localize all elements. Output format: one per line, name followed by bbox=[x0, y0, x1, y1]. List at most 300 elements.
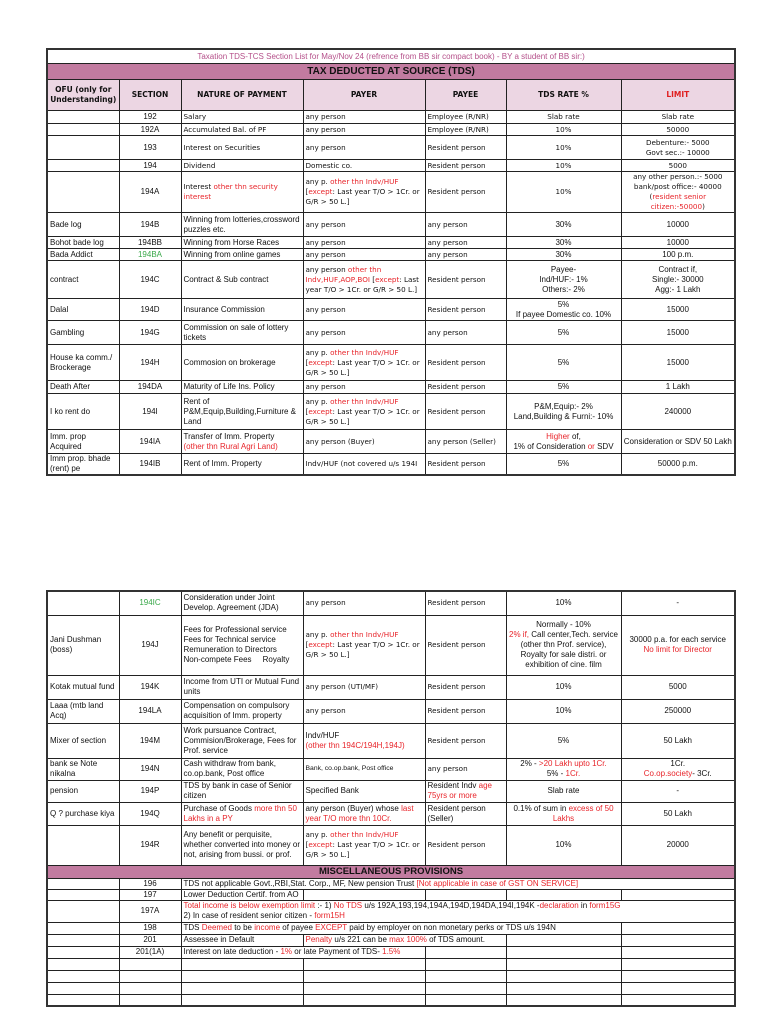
empty-cell bbox=[506, 994, 621, 1006]
table-row bbox=[47, 160, 735, 172]
payer-highlight: other thn Indv/HUF bbox=[330, 830, 399, 839]
ofu-cell bbox=[47, 136, 119, 160]
misc-text: to be bbox=[231, 923, 255, 932]
payer-text: any p. bbox=[305, 177, 331, 186]
nature-cell: Consideration under Joint Develop. Agreement (JDA) bbox=[181, 591, 303, 615]
rate-cell: 10% bbox=[506, 699, 621, 723]
rate-cell: 5% bbox=[506, 454, 621, 476]
payee-cell: Resident person bbox=[425, 136, 506, 160]
section-cell: 194M bbox=[119, 723, 181, 758]
section-cell: 201 bbox=[119, 934, 181, 946]
ofu-cell bbox=[47, 922, 119, 934]
section-cell: 192 bbox=[119, 111, 181, 124]
payer-text: any p. bbox=[305, 630, 331, 639]
nature-cell bbox=[181, 430, 303, 454]
empty-row bbox=[47, 958, 735, 970]
payer-cell bbox=[303, 723, 425, 758]
rate-cell: Slab rate bbox=[506, 111, 621, 124]
nature-cell: Commission on sale of lottery tickets bbox=[181, 321, 303, 345]
limit-cell: 20000 bbox=[621, 825, 735, 865]
limit-line: Single:- 30000 bbox=[652, 274, 704, 284]
rate-line bbox=[509, 759, 619, 769]
nature-highlight: other thn security interest bbox=[183, 182, 278, 201]
empty-cell bbox=[47, 970, 119, 982]
payer-cell: any person bbox=[303, 591, 425, 615]
table-row bbox=[47, 615, 735, 675]
misc-text: of TDS amount. bbox=[426, 935, 486, 944]
ofu-cell: Q ? purchase kiya bbox=[47, 802, 119, 825]
nature-highlight: (other thn Rural Agri Land) bbox=[183, 441, 278, 451]
empty-cell bbox=[425, 994, 506, 1006]
section-cell: 194IC bbox=[119, 591, 181, 615]
limit-cell: 1 Lakh bbox=[621, 381, 735, 394]
empty-cell bbox=[621, 922, 735, 934]
misc-highlight: No TDS bbox=[333, 901, 363, 910]
limit-highlight: resident senior citizen:-50000 bbox=[650, 192, 707, 211]
section-cell: 196 bbox=[119, 878, 181, 889]
payer-highlight: other thn Indv/HUF bbox=[330, 347, 399, 357]
payee-cell: Resident person bbox=[425, 723, 506, 758]
header-section: SECTION bbox=[119, 80, 181, 111]
rate-line bbox=[509, 442, 619, 452]
table-row bbox=[47, 675, 735, 699]
empty-cell bbox=[303, 994, 425, 1006]
empty-cell bbox=[621, 994, 735, 1006]
payer-text: any person (Buyer) whose bbox=[305, 803, 402, 813]
empty-cell bbox=[621, 889, 735, 900]
payee-cell: Resident person bbox=[425, 345, 506, 381]
payer-text: : Last year T/O > 1Cr. or G/R > 50 L.] bbox=[305, 357, 420, 377]
payer-highlight: other thn Indv/HUF bbox=[330, 630, 399, 639]
misc-line bbox=[184, 911, 733, 921]
limit-highlight: No limit for Director bbox=[643, 645, 712, 654]
nature-text: Purchase of Goods bbox=[183, 803, 255, 813]
nature-cell: Interest on Securities bbox=[181, 136, 303, 160]
payer-highlight: except bbox=[308, 406, 333, 416]
nature-cell: Winning from Horse Races bbox=[181, 237, 303, 249]
limit-line bbox=[624, 192, 733, 212]
payer-highlight: except bbox=[308, 840, 333, 849]
section-cell: 192A bbox=[119, 124, 181, 136]
payer-text: [ bbox=[305, 187, 309, 196]
table-row bbox=[47, 249, 735, 261]
payee-cell: Resident person bbox=[425, 381, 506, 394]
limit-line bbox=[624, 769, 733, 779]
table-row bbox=[47, 237, 735, 249]
rate-line: 5% bbox=[557, 299, 570, 309]
section-cell: 194H bbox=[119, 345, 181, 381]
payee-cell: Resident person bbox=[425, 591, 506, 615]
limit-line: Contract if, bbox=[658, 264, 698, 274]
rate-text: 0.1% of sum in bbox=[513, 803, 569, 813]
misc-highlight: max 100% bbox=[389, 935, 427, 944]
payer-highlight: other thn Indv/HUF bbox=[330, 177, 399, 186]
section-cell: 194LA bbox=[119, 699, 181, 723]
nature-cell: Contract & Sub contract bbox=[181, 261, 303, 299]
payer-cell: any person (Buyer) bbox=[303, 430, 425, 454]
ofu-cell: Laaa (mtb land Acq) bbox=[47, 699, 119, 723]
limit-cell: 50000 bbox=[621, 124, 735, 136]
nature-cell: Cash withdraw from bank, co.op.bank, Post office bbox=[181, 758, 303, 780]
payee-cell: Resident person bbox=[425, 261, 506, 299]
payer-cell: any person bbox=[303, 381, 425, 394]
misc-text: of payee bbox=[280, 923, 316, 932]
rate-line: P&M,Equip:- 2% bbox=[534, 401, 593, 411]
misc-highlight: form15G bbox=[589, 901, 621, 910]
rate-highlight: 1Cr. bbox=[565, 769, 581, 778]
limit-line: any other person.:- 5000 bbox=[633, 172, 723, 181]
rate-line: Others:- 2% bbox=[542, 284, 585, 294]
payee-cell: any person bbox=[425, 237, 506, 249]
nature-line: Fees for Professional service bbox=[183, 625, 287, 634]
payer-text: [ bbox=[305, 840, 309, 849]
limit-cell bbox=[621, 136, 735, 160]
payer-text: : Last year T/O > 1Cr. or G/R > 50 L.] bbox=[305, 840, 420, 859]
limit-cell: 10000 bbox=[621, 213, 735, 237]
payee-cell: Resident person bbox=[425, 160, 506, 172]
limit-line: bank/post office:- 40000 bbox=[633, 182, 722, 191]
rate-text: of, bbox=[569, 431, 581, 441]
payer-cell: Indv/HUF (not covered u/s 194I bbox=[303, 454, 425, 476]
misc-text-cell bbox=[181, 878, 735, 889]
misc-highlight: 1.5% bbox=[382, 947, 401, 956]
nature-line: Fees for Technical service bbox=[183, 635, 276, 644]
limit-cell bbox=[621, 758, 735, 780]
ofu-cell: Bada Addict bbox=[47, 249, 119, 261]
tds-table-part-1 bbox=[46, 48, 736, 476]
payee-cell: any person bbox=[425, 758, 506, 780]
limit-line: 30000 p.a. for each service bbox=[629, 635, 726, 644]
nature-cell: Income from UTI or Mutual Fund units bbox=[181, 675, 303, 699]
table-row bbox=[47, 591, 735, 615]
misc-highlight: income bbox=[254, 923, 281, 932]
payer-cell: Bank, co.op.bank, Post office bbox=[303, 758, 425, 780]
empty-cell bbox=[119, 982, 181, 994]
misc-line bbox=[184, 901, 733, 911]
section-cell: 197 bbox=[119, 889, 181, 900]
misc-text-cell: Assessee in Default bbox=[181, 934, 303, 946]
payee-cell: Resident person bbox=[425, 394, 506, 430]
payee-text: Resident Indv bbox=[427, 781, 479, 790]
misc-highlight: [Not applicable in case of GST ON SERVICE] bbox=[416, 878, 579, 888]
table-row bbox=[47, 261, 735, 299]
rate-cell bbox=[506, 802, 621, 825]
payer-cell: any person bbox=[303, 699, 425, 723]
nature-cell: Accumulated Bal. of PF bbox=[181, 124, 303, 136]
misc-row bbox=[47, 878, 735, 889]
rate-cell: Slab rate bbox=[506, 780, 621, 802]
misc-highlight: 1% bbox=[280, 947, 293, 956]
empty-cell bbox=[119, 994, 181, 1006]
payer-text: : Last year T/O > 1Cr. or G/R > 50 L.] bbox=[305, 406, 420, 426]
section-cell: 193 bbox=[119, 136, 181, 160]
payer-highlight: except bbox=[308, 640, 333, 649]
ofu-cell: Bade log bbox=[47, 213, 119, 237]
payer-text: [ bbox=[305, 640, 309, 649]
empty-cell bbox=[303, 982, 425, 994]
empty-cell bbox=[425, 970, 506, 982]
empty-cell bbox=[425, 982, 506, 994]
payer-text: Indv/HUF bbox=[305, 730, 340, 740]
ofu-cell: bank se Note nikalna bbox=[47, 758, 119, 780]
rate-line: Land,Building & Furni:- 10% bbox=[513, 411, 614, 421]
empty-cell bbox=[47, 958, 119, 970]
payer-highlight: except bbox=[308, 187, 333, 196]
misc-highlight: EXCEPT bbox=[315, 923, 348, 932]
section-cell: 194P bbox=[119, 780, 181, 802]
payer-highlight: other thn Indv,HUF,AOP,BOI bbox=[305, 264, 382, 284]
nature-cell: Compensation on compulsory acquisition of Imm. property bbox=[181, 699, 303, 723]
section-cell: 194IA bbox=[119, 430, 181, 454]
section-cell: 194C bbox=[119, 261, 181, 299]
misc-row bbox=[47, 900, 735, 922]
section-cell: 197A bbox=[119, 900, 181, 922]
payer-text: any p. bbox=[305, 396, 331, 406]
section-cell: 194I bbox=[119, 394, 181, 430]
empty-row bbox=[47, 982, 735, 994]
payer-highlight: other thn Indv/HUF bbox=[330, 396, 399, 406]
nature-cell: Commosion on brokerage bbox=[181, 345, 303, 381]
empty-cell bbox=[47, 982, 119, 994]
empty-row bbox=[47, 970, 735, 982]
nature-cell: Winning from online games bbox=[181, 249, 303, 261]
limit-cell: 10000 bbox=[621, 237, 735, 249]
table-row bbox=[47, 172, 735, 213]
limit-line: Debenture:- 5000 bbox=[645, 137, 710, 147]
rate-line: If payee Domestic co. 10% bbox=[515, 309, 612, 319]
payer-cell bbox=[303, 172, 425, 213]
payee-cell: Employee (R/NR) bbox=[425, 111, 506, 124]
misc-highlight: declaration bbox=[539, 901, 579, 910]
rate-cell: 10% bbox=[506, 172, 621, 213]
rate-highlight: Higher bbox=[546, 431, 570, 441]
rate-cell: 10% bbox=[506, 591, 621, 615]
limit-cell bbox=[621, 172, 735, 213]
empty-cell bbox=[621, 934, 735, 946]
table-row bbox=[47, 394, 735, 430]
empty-cell bbox=[621, 982, 735, 994]
empty-cell bbox=[181, 970, 303, 982]
limit-cell bbox=[621, 261, 735, 299]
header-rate: TDS RATE % bbox=[506, 80, 621, 111]
payer-cell: any person bbox=[303, 124, 425, 136]
empty-cell bbox=[506, 946, 621, 958]
ofu-cell: Imm prop. bhade (rent) pe bbox=[47, 454, 119, 476]
limit-cell: 5000 bbox=[621, 675, 735, 699]
section-cell: 194J bbox=[119, 615, 181, 675]
payer-cell bbox=[303, 345, 425, 381]
rate-highlight: 2% if, bbox=[509, 630, 530, 639]
section-cell: 194D bbox=[119, 299, 181, 321]
ofu-cell: Mixer of section bbox=[47, 723, 119, 758]
empty-cell bbox=[303, 958, 425, 970]
ofu-cell: Imm. prop Acquired bbox=[47, 430, 119, 454]
payer-cell: any person bbox=[303, 111, 425, 124]
nature-text: Interest bbox=[183, 182, 214, 191]
section-cell: 194K bbox=[119, 675, 181, 699]
misc-text-cell bbox=[303, 934, 506, 946]
table-row bbox=[47, 124, 735, 136]
empty-cell bbox=[119, 958, 181, 970]
nature-line: Non-compete Fees Royalty bbox=[183, 655, 290, 664]
misc-highlight: Penalty bbox=[305, 935, 333, 944]
misc-text: or late Payment of TDS- bbox=[292, 947, 383, 956]
ofu-cell bbox=[47, 889, 119, 900]
table-row bbox=[47, 699, 735, 723]
ofu-cell: Dalal bbox=[47, 299, 119, 321]
limit-cell: 50 Lakh bbox=[621, 723, 735, 758]
rate-cell: 5% bbox=[506, 381, 621, 394]
misc-text: :- 1) bbox=[315, 901, 334, 910]
empty-cell bbox=[506, 958, 621, 970]
payer-text: [ bbox=[370, 274, 376, 284]
misc-text: 2) In case of resident senior citizen - bbox=[183, 911, 315, 920]
section-cell: 194BA bbox=[119, 249, 181, 261]
rate-line: Ind/HUF:- 1% bbox=[539, 274, 588, 284]
rate-cell bbox=[506, 299, 621, 321]
misc-highlight: Deemed bbox=[201, 923, 232, 932]
payer-cell: any person (UTI/MF) bbox=[303, 675, 425, 699]
nature-highlight: more thn 50 Lakhs in a PY bbox=[183, 803, 297, 823]
payer-cell: any person bbox=[303, 321, 425, 345]
limit-line: Agg:- 1 Lakh bbox=[655, 284, 701, 294]
empty-cell bbox=[425, 946, 506, 958]
misc-text-cell bbox=[181, 922, 621, 934]
rate-cell: 5% bbox=[506, 345, 621, 381]
ofu-cell bbox=[47, 160, 119, 172]
payer-cell bbox=[303, 261, 425, 299]
rate-cell: 5% bbox=[506, 321, 621, 345]
ofu-cell bbox=[47, 946, 119, 958]
empty-cell bbox=[506, 934, 621, 946]
payee-cell: Resident person bbox=[425, 675, 506, 699]
payer-cell bbox=[303, 802, 425, 825]
limit-cell: 50000 p.m. bbox=[621, 454, 735, 476]
table-row bbox=[47, 780, 735, 802]
payer-highlight: except bbox=[308, 357, 333, 367]
payer-text: any p. bbox=[305, 347, 331, 357]
rate-highlight: or bbox=[587, 441, 595, 451]
table-header bbox=[47, 80, 735, 111]
empty-cell bbox=[119, 970, 181, 982]
nature-line: Remuneration to Directors bbox=[183, 645, 277, 654]
table-row bbox=[47, 381, 735, 394]
payer-cell: any person bbox=[303, 213, 425, 237]
nature-cell: Rent of Imm. Property bbox=[181, 454, 303, 476]
empty-cell bbox=[181, 958, 303, 970]
limit-cell: 15000 bbox=[621, 299, 735, 321]
section-cell: 201(1A) bbox=[119, 946, 181, 958]
limit-cell: 15000 bbox=[621, 321, 735, 345]
table-row bbox=[47, 825, 735, 865]
payer-highlight: (other thn 194C/194H,194J) bbox=[305, 740, 405, 750]
limit-cell: 250000 bbox=[621, 699, 735, 723]
payee-cell: any person bbox=[425, 321, 506, 345]
ofu-cell bbox=[47, 934, 119, 946]
nature-cell: Winning from lotteries,crossword puzzles etc. bbox=[181, 213, 303, 237]
misc-highlight: form15H bbox=[314, 911, 345, 920]
rate-text: Call center,Tech. service (other thn Prof. service), Royalty for sale distri. or exhibition of cine. film bbox=[520, 630, 618, 669]
misc-text: in bbox=[578, 901, 590, 910]
section-cell: 194BB bbox=[119, 237, 181, 249]
empty-cell bbox=[425, 889, 506, 900]
rate-cell: 5% bbox=[506, 723, 621, 758]
ofu-cell bbox=[47, 111, 119, 124]
section-band-tds: TAX DEDUCTED AT SOURCE (TDS) bbox=[47, 64, 735, 80]
header-payer: PAYER bbox=[303, 80, 425, 111]
limit-cell: Slab rate bbox=[621, 111, 735, 124]
nature-cell: Salary bbox=[181, 111, 303, 124]
empty-cell bbox=[303, 970, 425, 982]
nature-cell: Rent of P&M,Equip,Building,Furniture & Land bbox=[181, 394, 303, 430]
payer-text: [ bbox=[305, 357, 309, 367]
limit-cell: 5000 bbox=[621, 160, 735, 172]
empty-cell bbox=[506, 889, 621, 900]
limit-text: - 3Cr. bbox=[692, 769, 712, 778]
payer-text: : Last year T/O > 1Cr. or G/R > 50 L.] bbox=[305, 274, 419, 294]
payer-cell: Domestic co. bbox=[303, 160, 425, 172]
limit-cell: - bbox=[621, 780, 735, 802]
empty-cell bbox=[181, 994, 303, 1006]
table-row bbox=[47, 723, 735, 758]
limit-highlight: Co.op.society bbox=[643, 769, 693, 778]
section-cell: 194 bbox=[119, 160, 181, 172]
rate-cell bbox=[506, 394, 621, 430]
payer-highlight: last year T/O more thn 10Cr. bbox=[305, 803, 414, 823]
limit-line: Govt sec.:- 10000 bbox=[645, 147, 710, 157]
section-cell: 194DA bbox=[119, 381, 181, 394]
header-ofu: OFU (only for Understanding) bbox=[47, 80, 119, 111]
payee-cell: any person bbox=[425, 249, 506, 261]
limit-cell: 240000 bbox=[621, 394, 735, 430]
misc-text: TDS not applicable Govt.,RBI,Stat. Corp., MF, New pension Trust bbox=[183, 878, 417, 888]
rate-cell: 30% bbox=[506, 237, 621, 249]
header-nature: NATURE OF PAYMENT bbox=[181, 80, 303, 111]
payer-cell: any person bbox=[303, 136, 425, 160]
section-cell: 194G bbox=[119, 321, 181, 345]
nature-cell: TDS by bank in case of Senior citizen bbox=[181, 780, 303, 802]
rate-cell: 10% bbox=[506, 136, 621, 160]
table-row bbox=[47, 213, 735, 237]
ofu-cell: Gambling bbox=[47, 321, 119, 345]
payee-cell: any person bbox=[425, 213, 506, 237]
rate-highlight: excess of 50 Lakhs bbox=[552, 803, 614, 823]
payer-cell: any person bbox=[303, 299, 425, 321]
table-row bbox=[47, 321, 735, 345]
empty-cell bbox=[506, 970, 621, 982]
ofu-cell: pension bbox=[47, 780, 119, 802]
misc-text: u/s 221 can be bbox=[332, 935, 390, 944]
nature-cell: Work pursuance Contract, Commision/Brokerage, Fees for Prof. service bbox=[181, 723, 303, 758]
empty-cell bbox=[181, 982, 303, 994]
payee-cell bbox=[425, 780, 506, 802]
nature-cell: Maturity of Life Ins. Policy bbox=[181, 381, 303, 394]
payer-cell: any person bbox=[303, 237, 425, 249]
ofu-cell bbox=[47, 900, 119, 922]
payee-cell: Resident person bbox=[425, 699, 506, 723]
table-row bbox=[47, 136, 735, 160]
nature-text: Transfer of Imm. Property bbox=[183, 431, 275, 441]
ofu-cell bbox=[47, 124, 119, 136]
misc-row bbox=[47, 934, 735, 946]
tds-table-part-2 bbox=[46, 590, 736, 1007]
payer-cell bbox=[303, 615, 425, 675]
limit-cell: 100 p.m. bbox=[621, 249, 735, 261]
rate-cell: 10% bbox=[506, 675, 621, 699]
ofu-cell bbox=[47, 172, 119, 213]
section-cell: 194A bbox=[119, 172, 181, 213]
payee-highlight: age 75yrs or more bbox=[427, 781, 492, 800]
